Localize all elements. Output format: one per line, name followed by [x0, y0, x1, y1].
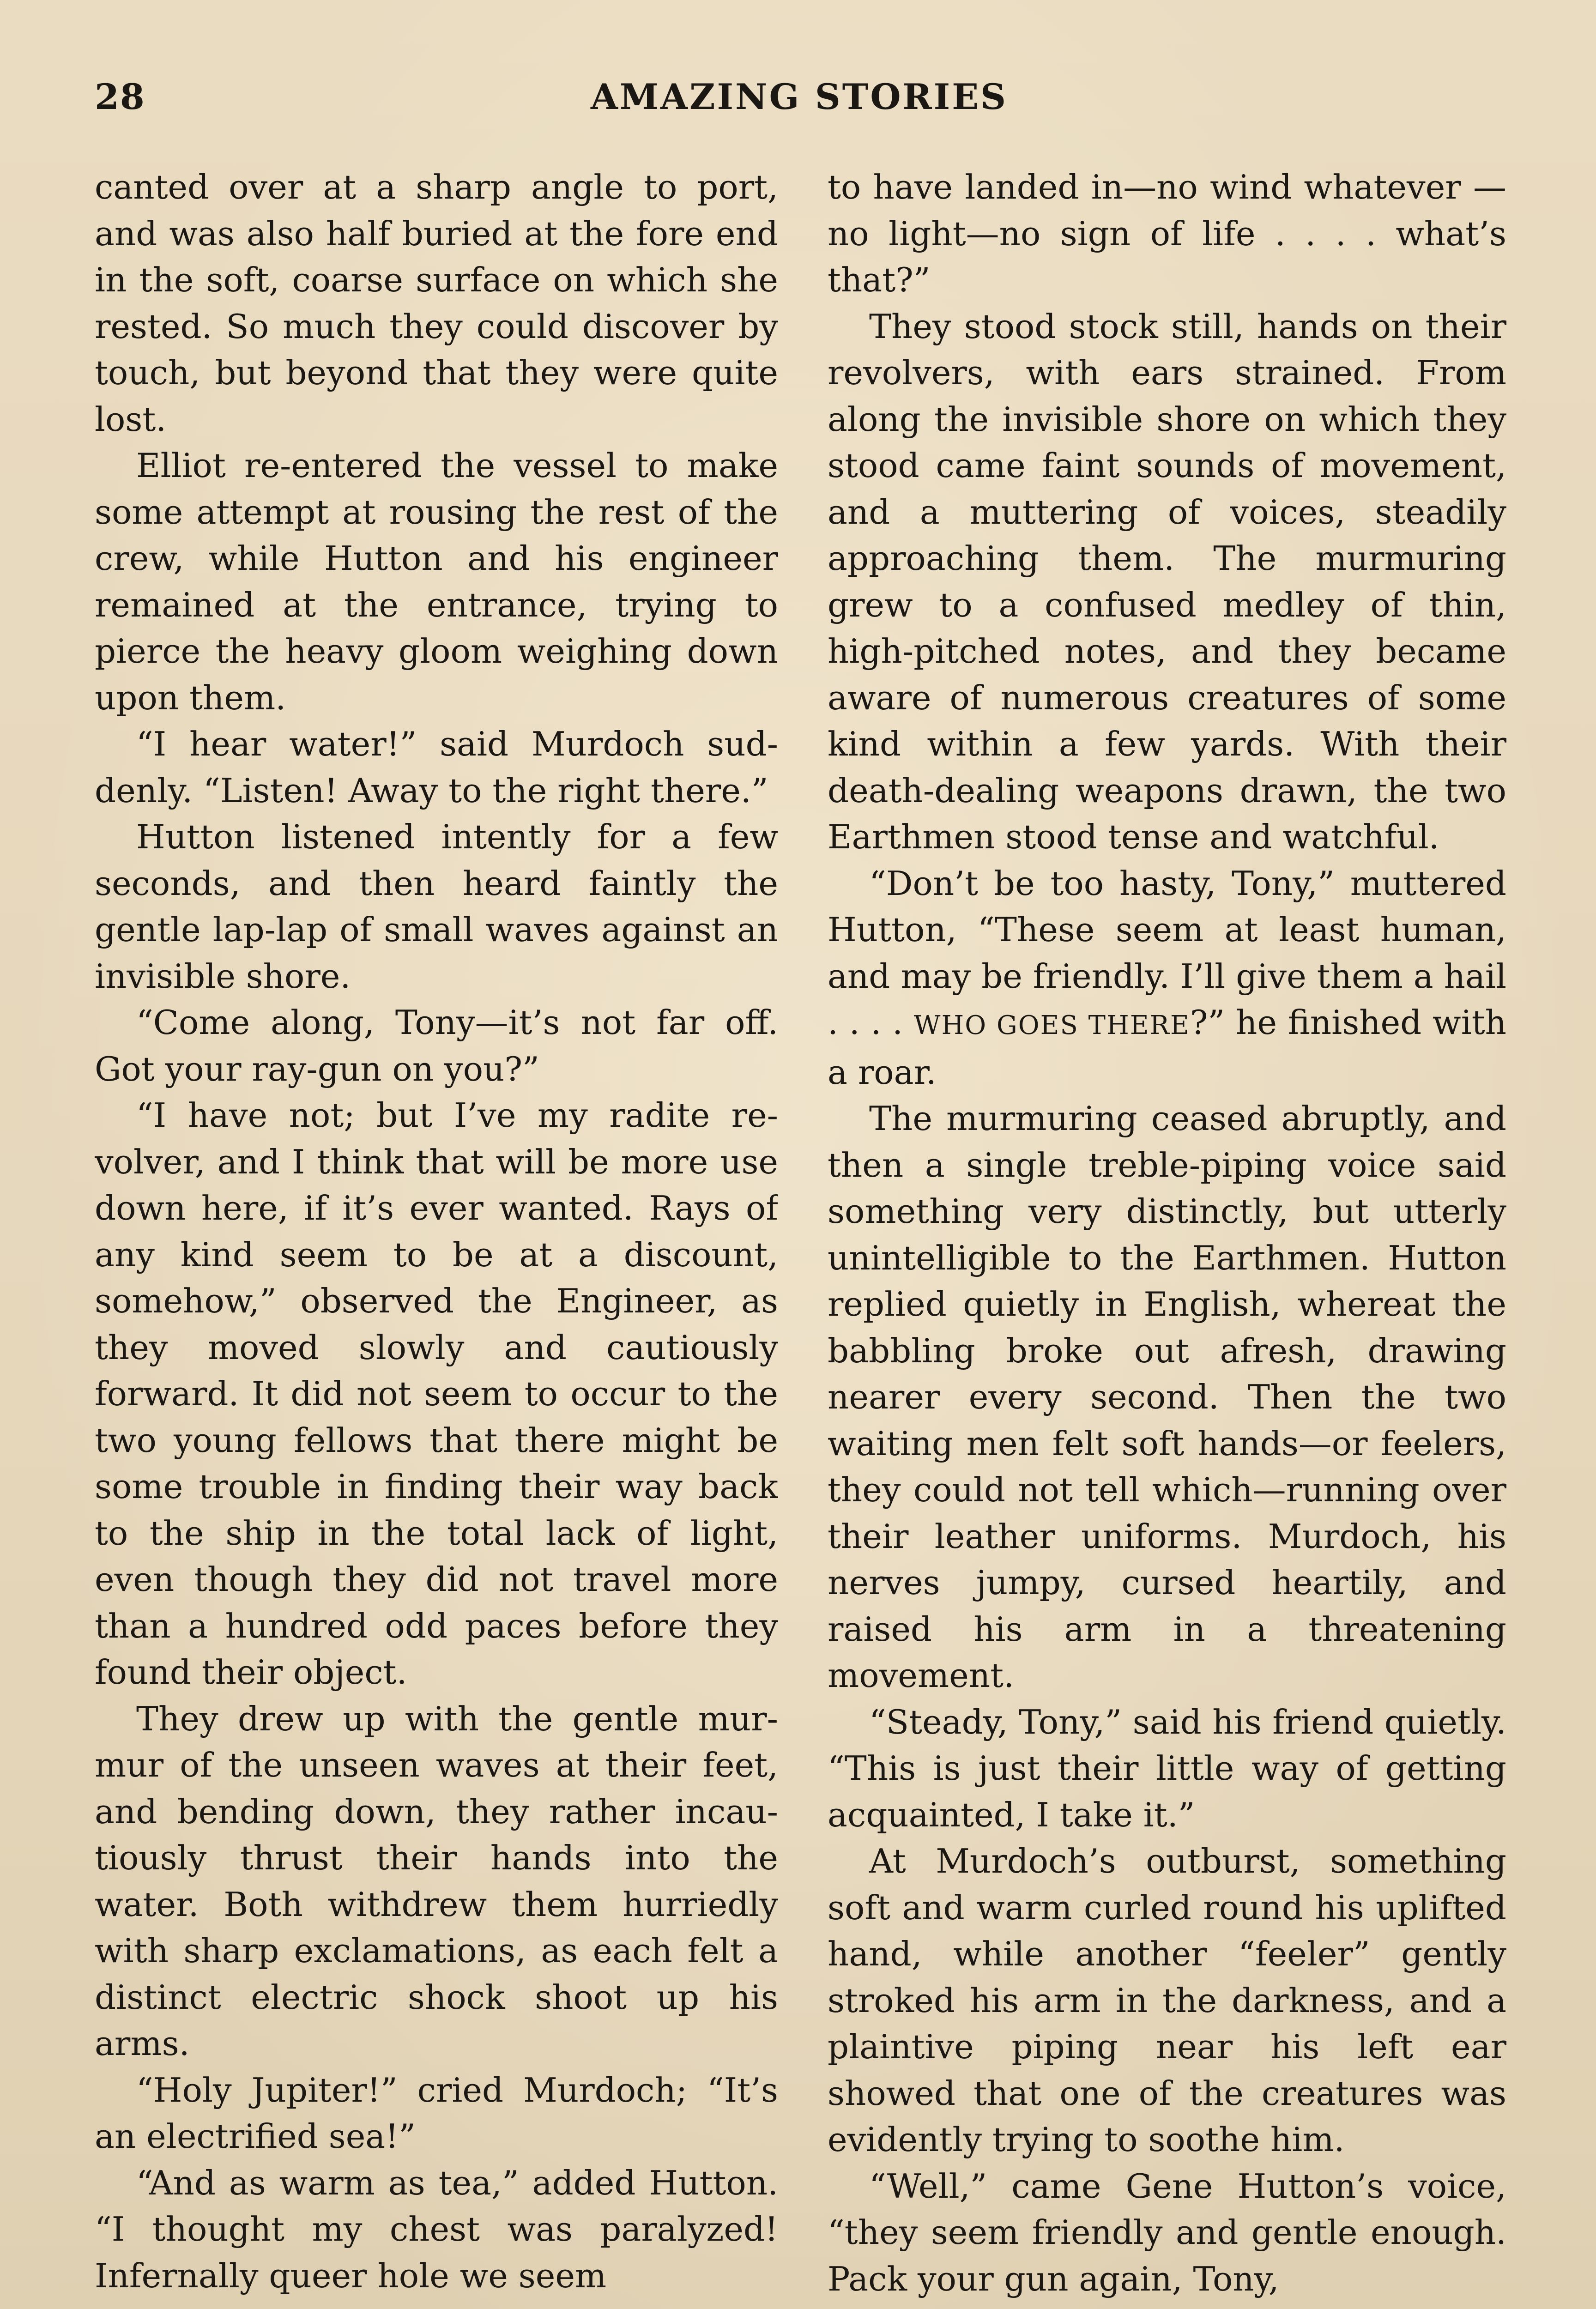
paragraph: “I hear water!” said Murdoch suddenly. “Listen! Away to the right there.” [95, 725, 778, 810]
paragraph: At Murdoch’s outburst, something soft and warm curled round his uplifted hand, while another “feeler” gently stroked his arm in the darkness, and a plaintive piping near his left ear showed that one of the creatures was evidently trying to soothe him. [828, 1842, 1506, 2159]
paragraph: “Come along, Tony—it’s not far off. Got your ray-gun on you?” [95, 1003, 778, 1088]
paragraph-text: “Don’t be too hasty, Tony,” muttered Hutton, “These seem at least human, and may be friendly. I’ll give them a hail . . . . [828, 864, 1506, 1042]
paragraph-text: ?” he finished with a roar. [828, 1003, 1506, 1092]
paragraph: canted over at a sharp angle to port, and was also half buried at the fore end in the soft, coarse surface on which she rested. So much they could discover by touch, but beyond that they were quite lost. [95, 168, 778, 439]
paragraph [828, 860, 1506, 1096]
page-number: 28 [95, 76, 145, 117]
paragraph: “And as warm as tea,” added Hutton. “I thought my chest was paralyzed! Infernally queer hole we seem [95, 2163, 778, 2295]
paragraph: Elliot re-entered the vessel to make some attempt at rousing the rest of the crew, while Hutton and his engineer remained at the entrance, trying to pierce the heavy gloom weighing down upon them. [95, 446, 778, 717]
paragraph: “Steady, Tony,” said his friend quietly. “This is just their little way of getting acquainted, I take it.” [828, 1702, 1506, 1834]
paragraph: “I have not; but I’ve my radite revolver, and I think that will be more use down here, if it’s ever wanted. Rays of any kind seem to be at a discount, somehow,” observed the Engineer, as they moved slowly and cautiously forward. It did not seem to occur to the two young fellows that there might be some trouble in finding their way back to the ship in the total lack of light, even though they did not travel more than a hundred odd paces before they found their object. [95, 1096, 778, 1692]
left-column [95, 164, 778, 2309]
small-caps-shout: WHO GOES THERE [913, 1010, 1190, 1040]
paragraph: Hutton listened intently for a few seconds, and then heard faintly the gentle lap-lap of small waves against an invisible shore. [95, 817, 778, 996]
running-title: AMAZING STORIES [590, 76, 1008, 117]
paragraph: The murmuring ceased abruptly, and then a single treble-piping voice said something very distinctly, but utterly unintelligible to the Earthmen. Hutton replied quietly in English, whereat the babbling broke out afresh, drawing nearer every second. Then the two waiting men felt soft hands—or feelers, they could not tell which—running over their leather uniforms. Murdoch, his nerves jumpy, cursed heartily, and raised his arm in a threatening movement. [828, 1099, 1506, 1695]
page-header [95, 76, 1504, 127]
paragraph: “Well,” came Gene Hutton’s voice, “they seem friendly and gentle enough. Pack your gun again, Tony, [828, 2166, 1506, 2298]
paragraph: They stood stock still, hands on their revolvers, with ears strained. From along the invisible shore on which they stood came faint sounds of movement, and a muttering of voices, steadily approaching them. The murmuring grew to a confused medley of thin, high-pitched notes, and they became aware of numerous creatures of some kind within a few yards. With their death-dealing weapons drawn, the two Earthmen stood tense and watchful. [828, 307, 1506, 856]
paragraph: They drew up with the gentle murmur of the unseen waves at their feet, and bending down, they rather incautiously thrust their hands into the water. Both withdrew them hurriedly with sharp exclamations, as each felt a distinct electric shock shoot up his arms. [95, 1699, 778, 2063]
paragraph: “Holy Jupiter!” cried Murdoch; “It’s an electrified sea!” [95, 2070, 778, 2156]
paragraph: to have landed in—no wind whatever —no light—no sign of life . . . . what’s that?” [828, 168, 1506, 299]
right-column [828, 164, 1506, 2309]
